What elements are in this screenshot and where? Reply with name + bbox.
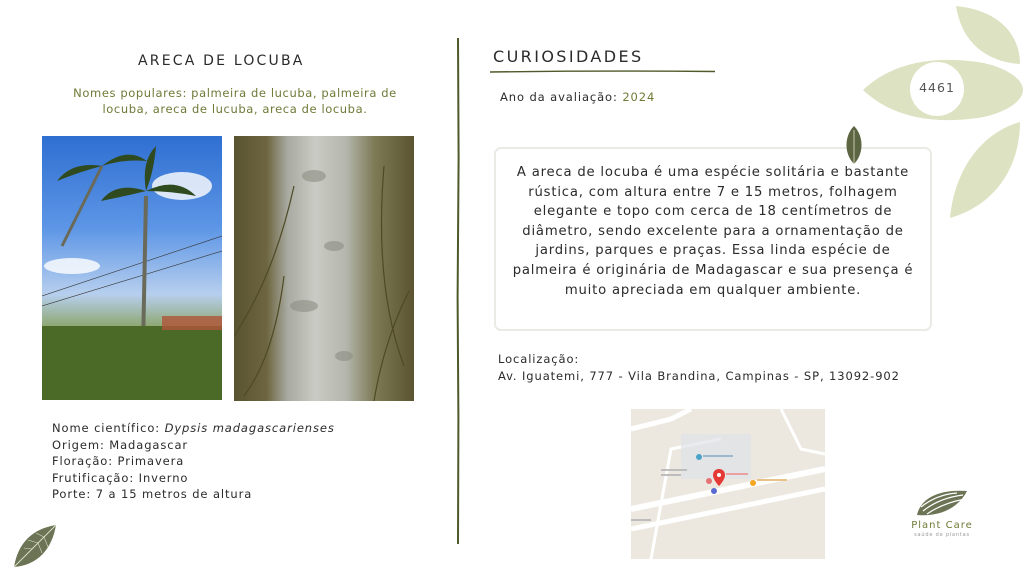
palm-trees-photo xyxy=(42,136,222,400)
scientific-name: Nome científico: Dypsis madagascarienses xyxy=(52,421,335,435)
leaf-icon xyxy=(844,126,864,166)
popular-names: Nomes populares: palmeira de lucuba, palmeira de locuba, areca de lucuba, areca de locuba. xyxy=(73,86,397,116)
size: Porte: 7 a 15 metros de altura xyxy=(52,487,253,501)
plant-care-logo xyxy=(913,487,971,519)
flowering: Floração: Primavera xyxy=(52,454,185,468)
origin: Origem: Madagascar xyxy=(52,437,189,452)
curiosities-title: CURIOSIDADES xyxy=(493,47,644,66)
title-underline xyxy=(490,70,715,73)
corner-leaf-icon xyxy=(12,523,58,569)
location-map[interactable] xyxy=(631,409,825,559)
brand-tagline: saúde de plantas xyxy=(914,532,970,538)
location-label: Localização: xyxy=(498,352,580,366)
plant-id-badge: 4461 xyxy=(919,80,955,95)
curiosity-text: A areca de locuba é uma espécie solitária e bastante rústica, com altura entre 7 e 15 metros, folhagem elegante e topo com cerca de 18 centímetros de diâmetro, sendo excelente para a ornamentação de jardins, parques e praças. Essa linda espécie de palmeira é originária de Madagascar e sua presença é muito apreciada em qualquer ambiente. xyxy=(512,165,914,298)
brand-name: Plant Care xyxy=(911,520,973,531)
location-address: Av. Iguatemi, 777 - Vila Brandina, Campinas - SP, 13092-902 xyxy=(498,369,900,383)
fruiting: Frutificação: Inverno xyxy=(52,470,189,485)
page-title: ARECA DE LOCUBA xyxy=(138,53,305,69)
evaluation-year: Ano da avaliação: 2024 xyxy=(500,90,656,104)
palm-trunk-photo xyxy=(234,136,414,401)
plant-facts xyxy=(52,420,412,503)
vertical-divider xyxy=(456,38,460,544)
